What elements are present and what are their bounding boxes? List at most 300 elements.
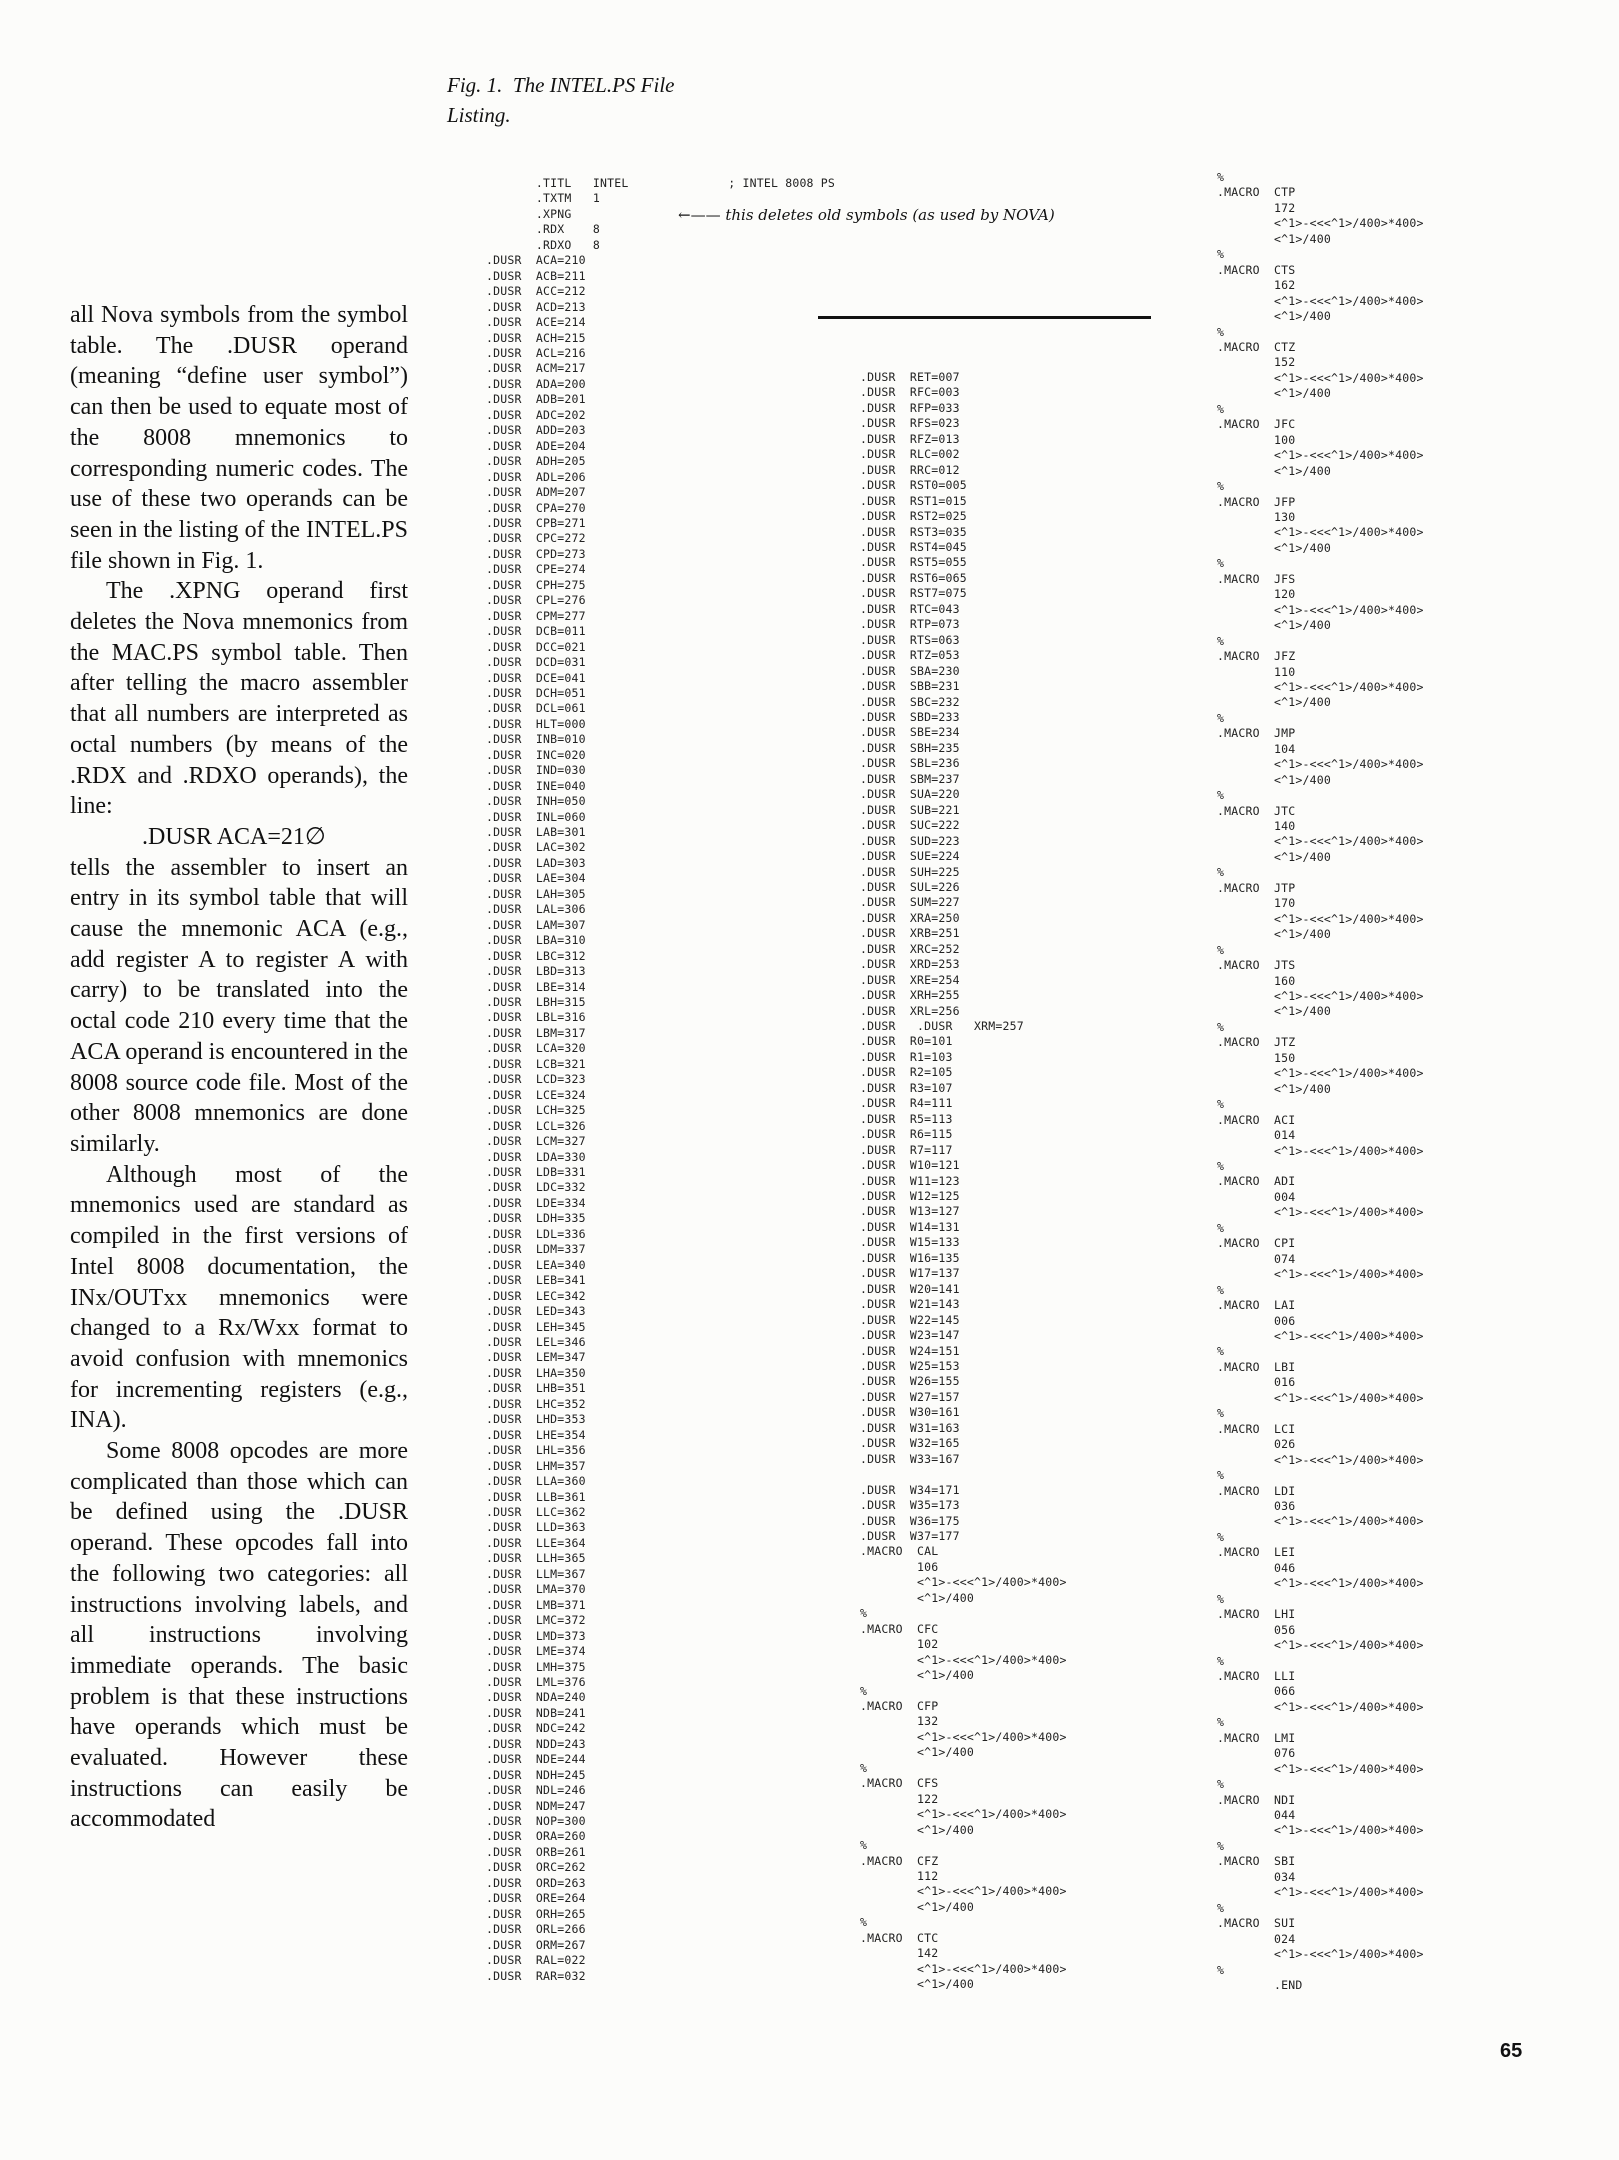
listing-line: .DUSR SBA=230 (860, 663, 960, 678)
listing-line: .DUSR ADC=202 (486, 407, 586, 422)
listing-line: .DUSR NDB=241 (486, 1705, 586, 1720)
listing-line: <^1>-<<<^1>/400>*400> (1217, 1514, 1424, 1529)
listing-line: <^1>/400 (1217, 309, 1331, 324)
figure-caption (447, 70, 947, 130)
listing-line: .DUSR W35=173 (860, 1498, 960, 1513)
listing-line: .DUSR CPA=270 (486, 500, 586, 515)
listing-line: 004 (1217, 1189, 1296, 1204)
listing-line: .DUSR RAL=022 (486, 1953, 586, 1968)
listing-line: .DUSR NDA=240 (486, 1690, 586, 1705)
listing-line: .MACRO CAL (860, 1544, 939, 1559)
listing-line: .DUSR LEB=341 (486, 1273, 586, 1288)
article-body (70, 300, 408, 1835)
listing-line: <^1>-<<<^1>/400>*400> (1217, 1143, 1424, 1158)
listing-line: .DUSR W37=177 (860, 1528, 960, 1543)
listing-line: .DUSR LAH=305 (486, 886, 586, 901)
listing-line: .DUSR ADL=206 (486, 469, 586, 484)
listing-line: <^1>/400 (1217, 772, 1331, 787)
listing-line: .MACRO CFC (860, 1621, 939, 1636)
listing-line: .DUSR LAE=304 (486, 871, 586, 886)
listing-line: .DUSR CPH=275 (486, 577, 586, 592)
listing-line: .DUSR W22=145 (860, 1312, 960, 1327)
listing-line: .DUSR LMA=370 (486, 1582, 586, 1597)
listing-line: % (1217, 1220, 1225, 1235)
listing-line: 026 (1217, 1437, 1296, 1452)
listing-line: <^1>/400 (1217, 849, 1331, 864)
listing-line: .DUSR LLC=362 (486, 1504, 586, 1519)
listing-line: .DUSR SUH=225 (860, 864, 960, 879)
listing-line: .MACRO JTZ (1217, 1035, 1296, 1050)
listing-line: .DUSR RST3=035 (860, 524, 967, 539)
listing-line: .TXTM 1 (486, 191, 600, 206)
listing-line: .DUSR LAC=302 (486, 840, 586, 855)
listing-line: .DUSR LEH=345 (486, 1319, 586, 1334)
listing-line: % (1217, 942, 1225, 957)
listing-line: .DUSR LBC=312 (486, 948, 586, 963)
listing-line: .DUSR SUD=223 (860, 833, 960, 848)
listing-line: .DUSR LBM=317 (486, 1025, 586, 1040)
listing-line: .DUSR SBL=236 (860, 756, 960, 771)
listing-line: .DUSR LME=374 (486, 1644, 586, 1659)
listing-line: 162 (1217, 278, 1296, 293)
listing-line: .DUSR LBL=316 (486, 1010, 586, 1025)
listing-line: .DUSR W32=165 (860, 1436, 960, 1451)
listing-line: .DUSR DCC=021 (486, 639, 586, 654)
listing-line: .DUSR LEA=340 (486, 1257, 586, 1272)
listing-line: % (1217, 1468, 1225, 1483)
listing-line: .DUSR W36=175 (860, 1513, 960, 1528)
listing-line: .DUSR LCA=320 (486, 1041, 586, 1056)
listing-line: .DUSR LED=343 (486, 1304, 586, 1319)
figure-title-line2: Listing. (447, 103, 511, 127)
listing-line: .DUSR RST4=045 (860, 539, 967, 554)
listing-line: .DUSR CPM=277 (486, 608, 586, 623)
listing-line: <^1>-<<<^1>/400>*400> (1217, 1576, 1424, 1591)
listing-line: .DUSR RTC=043 (860, 601, 960, 616)
listing-line: .MACRO LBI (1217, 1359, 1296, 1374)
listing-line: .DUSR W33=167 (860, 1451, 960, 1466)
listing-line: <^1>/400 (1217, 1004, 1331, 1019)
listing-line: 142 (860, 1946, 939, 1961)
listing-line: % (1217, 1900, 1225, 1915)
listing-line: .DUSR LHB=351 (486, 1381, 586, 1396)
listing-line: % (1217, 247, 1225, 262)
listing-line: .MACRO JFZ (1217, 649, 1296, 664)
listing-line: .MACRO ADI (1217, 1174, 1296, 1189)
listing-line: .MACRO LAI (1217, 1298, 1296, 1313)
listing-line: <^1>-<<<^1>/400>*400> (1217, 1267, 1424, 1282)
listing-line: <^1>-<<<^1>/400>*400> (1217, 911, 1424, 926)
listing-line: <^1>-<<<^1>/400>*400> (1217, 525, 1424, 540)
listing-line: .MACRO CTZ (1217, 339, 1296, 354)
listing-line: .MACRO CTP (1217, 185, 1296, 200)
listing-line: .DUSR CPE=274 (486, 562, 586, 577)
annotation-text: this deletes old symbols (as used by NOVA) (725, 206, 1055, 224)
listing-line: .DUSR LEL=346 (486, 1334, 586, 1349)
listing-line: .MACRO CPI (1217, 1236, 1296, 1251)
listing-line: <^1>-<<<^1>/400>*400> (1217, 1066, 1424, 1081)
listing-line: .DUSR ACM=217 (486, 361, 586, 376)
listing-line: .DUSR ACL=216 (486, 345, 586, 360)
listing-line: .MACRO LMI (1217, 1730, 1296, 1745)
listing-line: .DUSR ADE=204 (486, 438, 586, 453)
listing-line: % (1217, 1777, 1225, 1792)
listing-line: % (1217, 1406, 1225, 1421)
body-paragraph-3: tells the assembler to insert an entry in its symbol table that will cause the mnemonic ACA (e.g., add register A to register A with carry) to be translated into the octal code 210 every time that the ACA operand is encountered in the 8008 source code file. Most of the other 8008 mnemonics are done similarly. (70, 854, 408, 1157)
listing-line: .DUSR ACH=215 (486, 330, 586, 345)
listing-line: <^1>-<<<^1>/400>*400> (1217, 370, 1424, 385)
listing-line: % (1217, 633, 1225, 648)
listing-line: <^1>/400 (860, 1899, 974, 1914)
listing-line: .DUSR LCB=321 (486, 1056, 586, 1071)
listing-line: 112 (860, 1868, 939, 1883)
listing-line: .DUSR LAB=301 (486, 825, 586, 840)
listing-line: .DUSR ADH=205 (486, 454, 586, 469)
listing-line: % (1217, 865, 1225, 880)
listing-line: <^1>-<<<^1>/400>*400> (1217, 1452, 1424, 1467)
listing-line: .MACRO CFS (860, 1776, 939, 1791)
listing-line: 006 (1217, 1313, 1296, 1328)
listing-line: .DUSR RFS=023 (860, 416, 960, 431)
listing-line: .DUSR LHM=357 (486, 1458, 586, 1473)
listing-line: .MACRO CTC (860, 1930, 939, 1945)
listing-line: .MACRO JFP (1217, 494, 1296, 509)
listing-line: .DUSR LDE=334 (486, 1195, 586, 1210)
listing-line: .DUSR RTP=073 (860, 617, 960, 632)
listing-line: .DUSR LLH=365 (486, 1551, 586, 1566)
listing-line: .DUSR LLD=363 (486, 1520, 586, 1535)
listing-line: <^1>-<<<^1>/400>*400> (1217, 757, 1424, 772)
listing-line: .DUSR W26=155 (860, 1374, 960, 1389)
listing-line: <^1>-<<<^1>/400>*400> (1217, 1638, 1424, 1653)
listing-line: .DUSR LHD=353 (486, 1412, 586, 1427)
page-number: 65 (1500, 2040, 1523, 2062)
listing-line: .DUSR ACE=214 (486, 315, 586, 330)
listing-line: 104 (1217, 741, 1296, 756)
listing-line: .DUSR DCL=061 (486, 701, 586, 716)
listing-line: .DUSR INB=010 (486, 732, 586, 747)
listing-line: <^1>/400 (1217, 618, 1331, 633)
listing-line: .DUSR LBD=313 (486, 964, 586, 979)
listing-line: <^1>-<<<^1>/400>*400> (860, 1884, 1067, 1899)
listing-line: <^1>-<<<^1>/400>*400> (1217, 1699, 1424, 1714)
listing-line: .DUSR LAM=307 (486, 917, 586, 932)
body-paragraph-2: The .XPNG operand first deletes the Nova mnemonics from the MAC.PS symbol table. Then after telling the macro assembler that all numbers are interpreted as octal numbers (by means of the .RDX and .RDXO operands), the line: (70, 578, 408, 820)
listing-line: .DUSR RTS=063 (860, 632, 960, 647)
listing-line: <^1>-<<<^1>/400>*400> (1217, 1390, 1424, 1405)
listing-line: .DUSR NDC=242 (486, 1721, 586, 1736)
listing-line: .DUSR XRL=256 (860, 1003, 960, 1018)
listing-line: .DUSR R1=103 (860, 1049, 953, 1064)
listing-line: .DUSR RST0=005 (860, 478, 967, 493)
listing-line: .DUSR W13=127 (860, 1204, 960, 1219)
listing-line: 036 (1217, 1498, 1296, 1513)
listing-line: 160 (1217, 973, 1296, 988)
listing-line: 120 (1217, 587, 1296, 602)
listing-line: .DUSR CPL=276 (486, 593, 586, 608)
listing-line: 074 (1217, 1251, 1296, 1266)
listing-line: .DUSR R0=101 (860, 1034, 953, 1049)
listing-line: .DUSR W21=143 (860, 1297, 960, 1312)
listing-line: .DUSR LBA=310 (486, 933, 586, 948)
listing-line: 046 (1217, 1560, 1296, 1575)
listing-line: .DUSR INC=020 (486, 747, 586, 762)
listing-line: .MACRO JTS (1217, 958, 1296, 973)
listing-line: <^1>-<<<^1>/400>*400> (1217, 448, 1424, 463)
listing-line: .DUSR LHL=356 (486, 1443, 586, 1458)
listing-line: .RDX 8 (486, 222, 600, 237)
listing-line: .DUSR W16=135 (860, 1250, 960, 1265)
listing-line: .DUSR W27=157 (860, 1389, 960, 1404)
listing-line: .TITL INTEL ; INTEL 8008 PS (486, 176, 836, 190)
listing-line: .DUSR RFC=003 (860, 385, 960, 400)
listing-line: .MACRO CFZ (860, 1853, 939, 1868)
listing-line: <^1>-<<<^1>/400>*400> (1217, 1328, 1424, 1343)
listing-line: .DUSR ORM=267 (486, 1937, 586, 1952)
listing-line: .DUSR SBE=234 (860, 725, 960, 740)
listing-line: .DUSR ORC=262 (486, 1860, 586, 1875)
listing-line: .MACRO LCI (1217, 1421, 1296, 1436)
listing-line: .MACRO NDI (1217, 1792, 1296, 1807)
listing-line: % (860, 1915, 868, 1930)
listing-line: .DUSR RET=007 (860, 370, 960, 384)
listing-line: % (1217, 1159, 1225, 1173)
listing-line: .DUSR XRA=250 (860, 910, 960, 925)
listing-line: <^1>-<<<^1>/400>*400> (860, 1652, 1067, 1667)
listing-line: .DUSR CPC=272 (486, 531, 586, 546)
listing-line: .DUSR LDA=330 (486, 1149, 586, 1164)
listing-line: <^1>-<<<^1>/400>*400> (1217, 216, 1424, 231)
figure-label: Fig. 1. (447, 73, 503, 97)
handwritten-annotation (678, 206, 1055, 224)
listing-line: .DUSR INL=060 (486, 809, 586, 824)
listing-line: .DUSR ORB=261 (486, 1844, 586, 1859)
listing-line: .DUSR LHA=350 (486, 1365, 586, 1380)
listing-line: % (860, 1683, 868, 1698)
listing-line: 132 (860, 1714, 939, 1729)
listing-line: .DUSR LDB=331 (486, 1165, 586, 1179)
listing-line: .DUSR RST1=015 (860, 493, 967, 508)
listing-line: <^1>/400 (860, 1590, 974, 1605)
listing-line: .DUSR LMD=373 (486, 1628, 586, 1643)
listing-line: .DUSR ACD=213 (486, 299, 586, 314)
listing-line: % (1217, 1962, 1225, 1977)
listing-line: .MACRO LDI (1217, 1483, 1296, 1498)
listing-line: .DUSR DCD=031 (486, 655, 586, 670)
listing-line: .DUSR XRH=255 (860, 988, 960, 1003)
listing-line: .MACRO SBI (1217, 1854, 1296, 1869)
listing-line: 172 (1217, 200, 1296, 215)
listing-line: <^1>-<<<^1>/400>*400> (1217, 293, 1424, 308)
listing-line: 150 (1217, 1050, 1296, 1065)
listing-line: .DUSR DCB=011 (486, 624, 586, 639)
listing-line: .DUSR W24=151 (860, 1343, 960, 1358)
listing-line: .DUSR LLM=367 (486, 1566, 586, 1581)
listing-line: .MACRO LHI (1217, 1607, 1296, 1622)
body-paragraph-5: Some 8008 opcodes are more complicated than those which can be defined using the .DUSR operand. These opcodes fall into the following two categories: all instructions involving labels, and all instructions involving immediate operands. The basic problem is that these instructions have operands which must be evaluated. However these instructions can easily be accommodated (70, 1438, 408, 1833)
listing-line: .DUSR ADB=201 (486, 392, 586, 407)
listing-line: .DUSR SBM=237 (860, 771, 960, 786)
listing-line: 056 (1217, 1622, 1296, 1637)
listing-line: .DUSR W14=131 (860, 1219, 960, 1234)
listing-line: 170 (1217, 896, 1296, 911)
listing-line: .DUSR LMB=371 (486, 1597, 586, 1612)
listing-line: .MACRO JFC (1217, 417, 1296, 432)
listing-line: .MACRO CTS (1217, 262, 1296, 277)
listing-line (860, 1467, 1067, 1482)
listing-line: .DUSR LLE=364 (486, 1535, 586, 1550)
listing-line: .MACRO LEI (1217, 1545, 1296, 1560)
listing-column-3 (1217, 170, 1424, 1993)
listing-line: % (1217, 170, 1225, 184)
listing-line: .DUSR SBC=232 (860, 694, 960, 709)
listing-line: .DUSR DCH=051 (486, 685, 586, 700)
listing-line: .END (1217, 1978, 1303, 1993)
listing-line: .DUSR LML=376 (486, 1674, 586, 1689)
listing-line: <^1>/400 (1217, 231, 1331, 246)
listing-line: <^1>-<<<^1>/400>*400> (1217, 1205, 1424, 1220)
listing-line: .DUSR W15=133 (860, 1235, 960, 1250)
listing-line: .DUSR SBD=233 (860, 709, 960, 724)
listing-line: .MACRO JTP (1217, 880, 1296, 895)
listing-line: .DUSR RST6=065 (860, 570, 967, 585)
listing-line: <^1>-<<<^1>/400>*400> (1217, 1885, 1424, 1900)
listing-line: .DUSR LAL=306 (486, 902, 586, 917)
listing-line: .DUSR R3=107 (860, 1080, 953, 1095)
listing-line: <^1>-<<<^1>/400>*400> (1217, 1947, 1424, 1962)
listing-line: .DUSR SUL=226 (860, 879, 960, 894)
listing-line: <^1>/400 (1217, 1081, 1331, 1096)
listing-line: <^1>-<<<^1>/400>*400> (1217, 1761, 1424, 1776)
listing-line: .DUSR .DUSR XRM=257 (860, 1019, 1024, 1034)
listing-line: 044 (1217, 1808, 1296, 1823)
listing-line: .DUSR CPD=273 (486, 546, 586, 561)
listing-line: .DUSR RFZ=013 (860, 431, 960, 446)
listing-line: .DUSR ORL=266 (486, 1922, 586, 1937)
listing-line: .DUSR W34=171 (860, 1482, 960, 1497)
listing-line: .MACRO JFS (1217, 571, 1296, 586)
listing-line: <^1>/400 (1217, 540, 1331, 555)
listing-line: .DUSR NDL=246 (486, 1783, 586, 1798)
listing-line: % (860, 1760, 868, 1775)
listing-line: .DUSR RST2=025 (860, 509, 967, 524)
listing-line: <^1>-<<<^1>/400>*400> (1217, 834, 1424, 849)
listing-line: .DUSR ACC=212 (486, 284, 586, 299)
listing-line: .DUSR LEM=347 (486, 1350, 586, 1365)
listing-line: .DUSR LCL=326 (486, 1118, 586, 1133)
listing-line: .DUSR RAR=032 (486, 1968, 586, 1983)
listing-line: 076 (1217, 1746, 1296, 1761)
listing-line: <^1>-<<<^1>/400>*400> (1217, 1823, 1424, 1838)
listing-line: .DUSR W20=141 (860, 1281, 960, 1296)
listing-line: <^1>-<<<^1>/400>*400> (1217, 602, 1424, 617)
listing-line: .DUSR LLB=361 (486, 1489, 586, 1504)
listing-line: 110 (1217, 664, 1296, 679)
listing-line: .DUSR ORH=265 (486, 1906, 586, 1921)
listing-line: <^1>-<<<^1>/400>*400> (860, 1729, 1067, 1744)
listing-line: .DUSR INE=040 (486, 778, 586, 793)
listing-line: 102 (860, 1637, 939, 1652)
listing-line: <^1>/400 (860, 1668, 974, 1683)
listing-line: <^1>-<<<^1>/400>*400> (860, 1575, 1067, 1590)
listing-line: .DUSR SUA=220 (860, 787, 960, 802)
listing-line: % (1217, 1344, 1225, 1359)
listing-line: .DUSR XRE=254 (860, 972, 960, 987)
listing-line: .DUSR IND=030 (486, 763, 586, 778)
listing-line: % (1217, 1019, 1225, 1034)
listing-line: .DUSR XRC=252 (860, 941, 960, 956)
listing-line: .MACRO JTC (1217, 803, 1296, 818)
listing-line: 016 (1217, 1375, 1296, 1390)
listing-line: .DUSR SUE=224 (860, 849, 960, 864)
listing-line: .RDXO 8 (486, 237, 600, 252)
listing-line: .DUSR RST5=055 (860, 555, 967, 570)
listing-line: 024 (1217, 1931, 1296, 1946)
listing-line: .DUSR LBE=314 (486, 979, 586, 994)
listing-line: .DUSR R6=115 (860, 1127, 953, 1142)
listing-line: 130 (1217, 509, 1296, 524)
body-paragraph-4: Although most of the mnemonics used are standard as compiled in the first versions of Intel 8008 documentation, the INx/OUTxx mnemonics were changed to a Rx/Wxx format to avoid confusion with mnemonics for incrementing registers (e.g., INA). (70, 1161, 408, 1434)
listing-line: .DUSR ACB=211 (486, 268, 586, 283)
listing-line: .DUSR NDM=247 (486, 1798, 586, 1813)
listing-line: % (860, 1838, 868, 1853)
listing-line: .DUSR INH=050 (486, 794, 586, 809)
listing-line: % (1217, 1591, 1225, 1606)
listing-line: .DUSR R7=117 (860, 1142, 953, 1157)
listing-line: .DUSR ORA=260 (486, 1829, 586, 1844)
listing-line: .MACRO JMP (1217, 726, 1296, 741)
listing-line: .DUSR NOP=300 (486, 1814, 586, 1829)
listing-line: % (1217, 401, 1225, 416)
listing-line: .DUSR ADD=203 (486, 423, 586, 438)
listing-line: .DUSR LMC=372 (486, 1613, 586, 1628)
listing-line: .DUSR NDE=244 (486, 1752, 586, 1767)
listing-line: .DUSR ADA=200 (486, 376, 586, 391)
listing-line: .DUSR SUC=222 (860, 818, 960, 833)
listing-line: .DUSR W23=147 (860, 1328, 960, 1343)
listing-line: <^1>-<<<^1>/400>*400> (860, 1961, 1067, 1976)
listing-line: .DUSR LMH=375 (486, 1659, 586, 1674)
listing-line: .DUSR W11=123 (860, 1173, 960, 1188)
listing-line: .DUSR ORD=263 (486, 1875, 586, 1890)
listing-line: % (1217, 1097, 1225, 1112)
listing-line: .DUSR LCM=327 (486, 1134, 586, 1149)
listing-line: .DUSR SUM=227 (860, 895, 960, 910)
listing-line: .DUSR W25=153 (860, 1359, 960, 1373)
listing-line: .DUSR LEC=342 (486, 1288, 586, 1303)
listing-line: .DUSR LLA=360 (486, 1474, 586, 1489)
listing-line: .DUSR LCD=323 (486, 1072, 586, 1087)
listing-column-2 (860, 370, 1067, 1993)
listing-line: .DUSR RST7=075 (860, 586, 967, 601)
listing-line: <^1>/400 (860, 1822, 974, 1837)
code-example: .DUSR ACA=21∅ (142, 823, 326, 850)
listing-line: % (1217, 1653, 1225, 1668)
figure-title: The INTEL.PS File (512, 73, 675, 97)
listing-line: .DUSR ACA=210 (486, 253, 586, 268)
listing-line: .DUSR CPB=271 (486, 515, 586, 530)
listing-line: .DUSR RTZ=053 (860, 648, 960, 663)
listing-line: <^1>/400 (1217, 927, 1331, 942)
listing-line: % (1217, 1282, 1225, 1297)
listing-line: .DUSR SUB=221 (860, 802, 960, 817)
separator-rule (818, 316, 1151, 319)
listing-line: .DUSR DCE=041 (486, 670, 586, 685)
listing-line: .DUSR NDD=243 (486, 1736, 586, 1751)
listing-line: .DUSR LDH=335 (486, 1211, 586, 1226)
listing-line: <^1>/400 (860, 1745, 974, 1760)
listing-line: <^1>-<<<^1>/400>*400> (860, 1807, 1067, 1822)
